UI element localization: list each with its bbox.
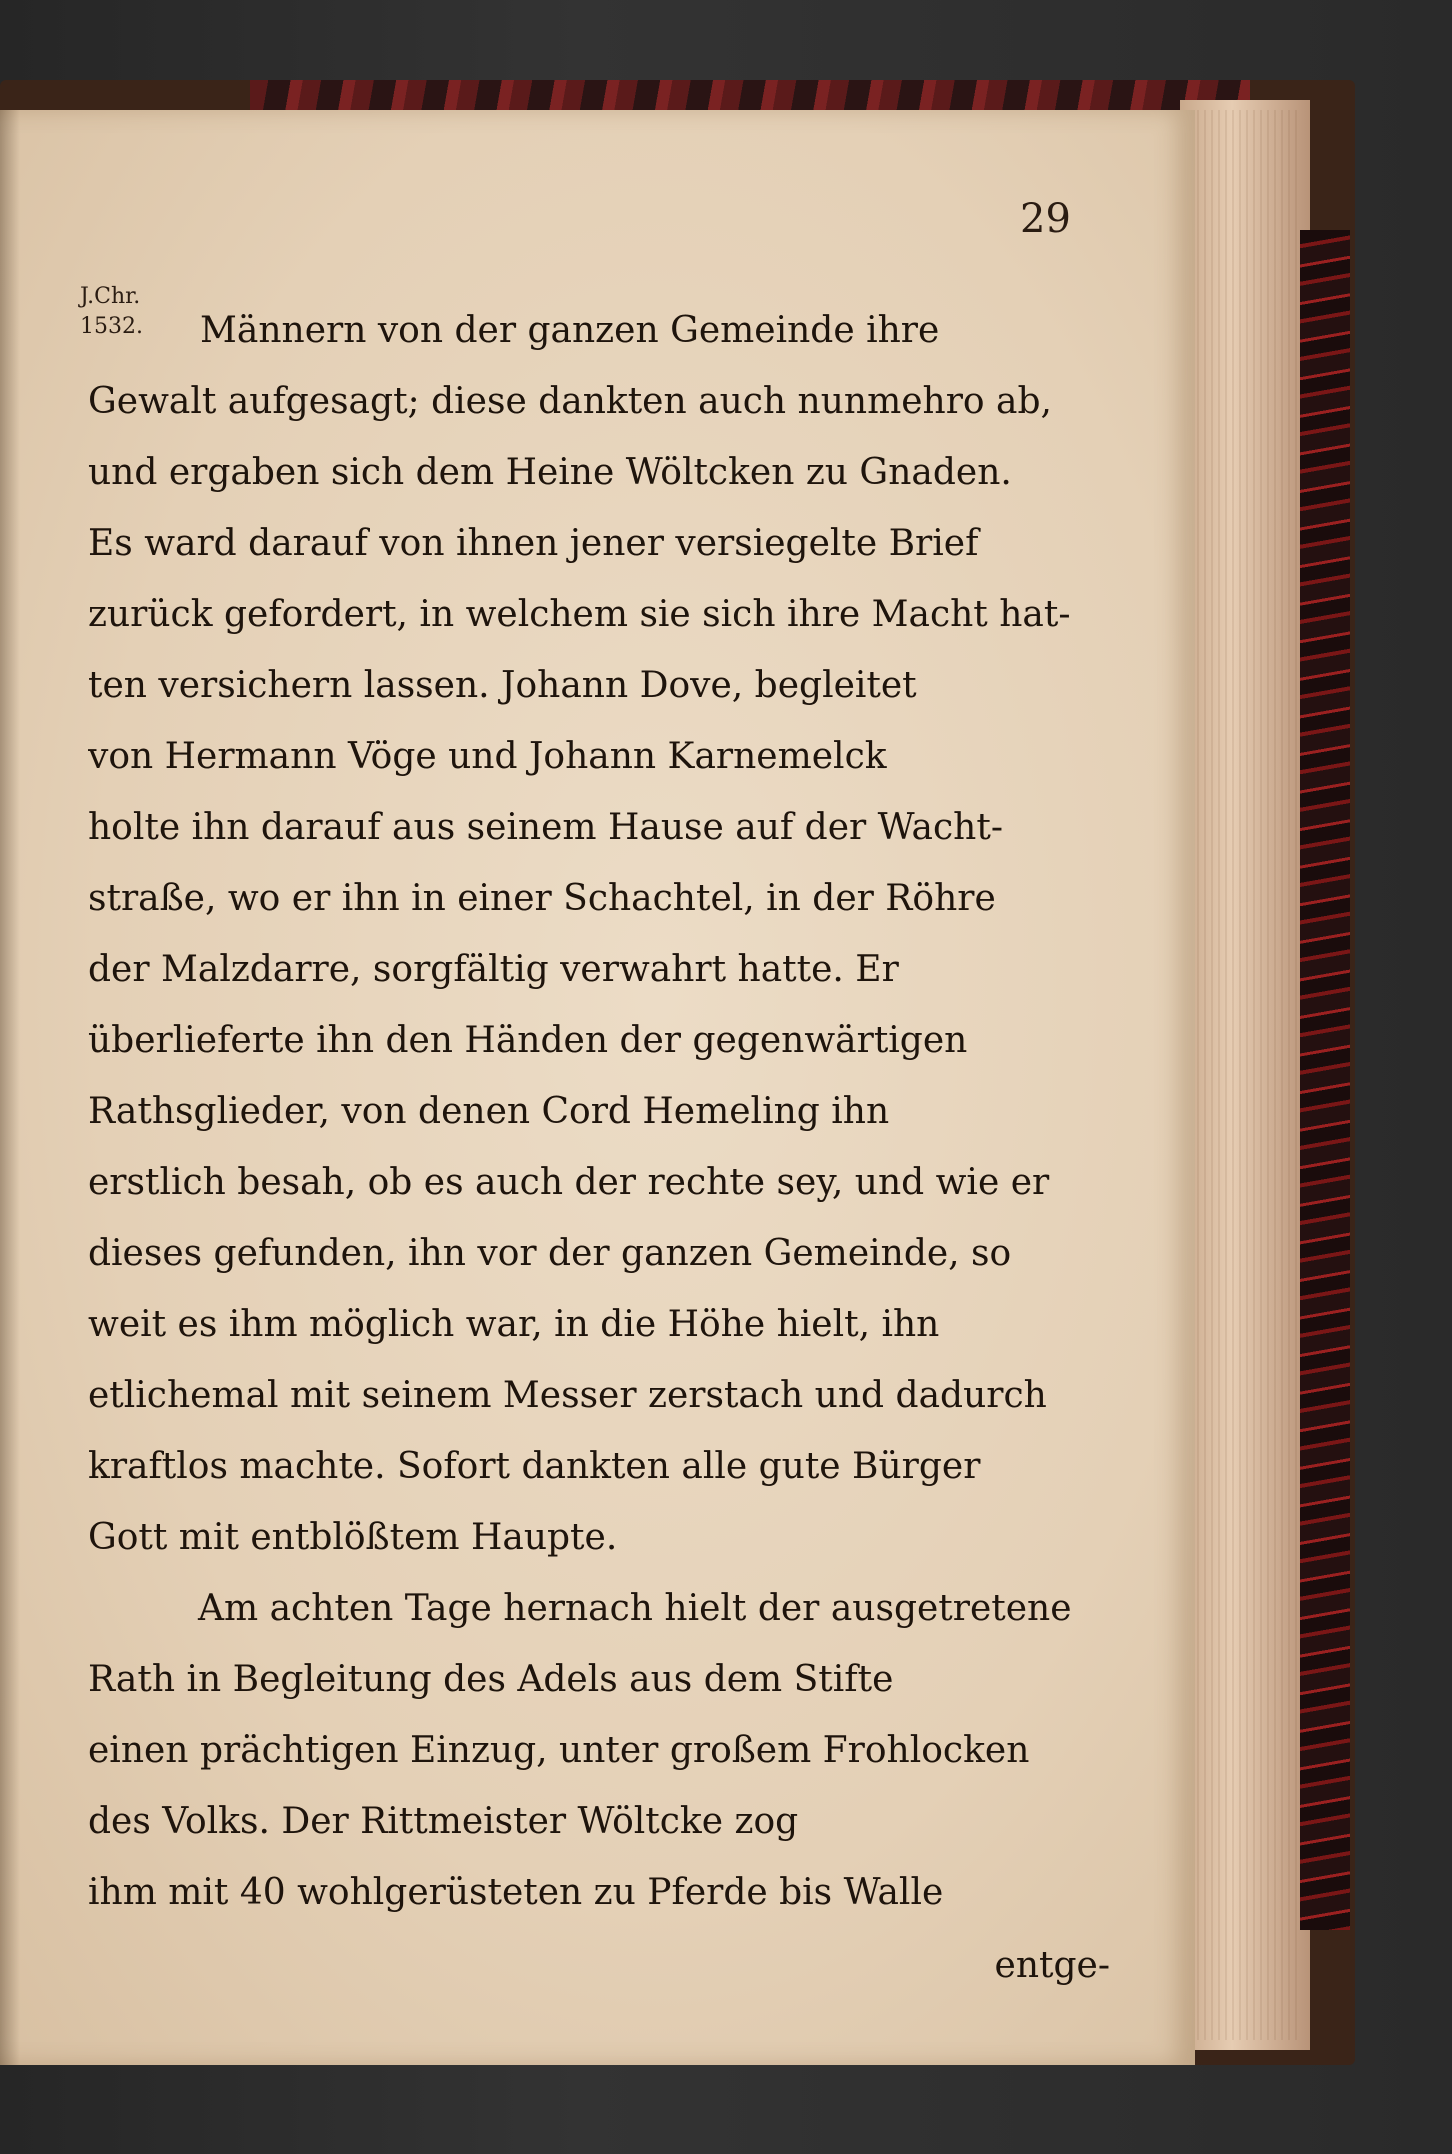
- body-text: [88, 295, 1118, 1928]
- text-line: von Hermann Vöge und Johann Karnemelck: [88, 736, 887, 777]
- text-line: etlichemal mit seinem Messer zerstach und dadurch: [88, 1375, 1047, 1416]
- text-line: des Volks. Der Rittmeister Wöltcke zog: [88, 1801, 799, 1842]
- text-line: zurück gefordert, in welchem sie sich ihre Macht hat-: [88, 594, 1071, 635]
- text-line: straße, wo er ihn in einer Schachtel, in der Röhre: [88, 878, 996, 919]
- text-line: weit es ihm möglich war, in die Höhe hielt, ihn: [88, 1304, 940, 1345]
- gutter-shadow: [0, 110, 20, 2065]
- text-line: dieses gefunden, ihn vor der ganzen Gemeinde, so: [88, 1233, 1012, 1274]
- text-line: kraftlos machte. Sofort dankten alle gute Bürger: [88, 1446, 981, 1487]
- text-line: einen prächtigen Einzug, unter großem Frohlocken: [88, 1730, 1030, 1771]
- text-line: erstlich besah, ob es auch der rechte sey, und wie er: [88, 1162, 1050, 1203]
- text-line: ten versichern lassen. Johann Dove, begleitet: [88, 665, 917, 706]
- page-number: 29: [1020, 196, 1071, 242]
- text-line: und ergaben sich dem Heine Wöltcken zu Gnaden.: [88, 452, 1012, 493]
- marbled-cover-edge: [250, 80, 1250, 110]
- text-line: Männern von der ganzen Gemeinde ihre: [200, 310, 940, 351]
- text-line: Am achten Tage hernach hielt der ausgetretene: [198, 1588, 1072, 1629]
- catchword: entge-: [994, 1945, 1110, 1986]
- text-line: überlieferte ihn den Händen der gegenwärtigen: [88, 1020, 968, 1061]
- text-line: Gewalt aufgesagt; diese dankten auch nunmehro ab,: [88, 381, 1053, 422]
- text-line: Gott mit entblößtem Haupte.: [88, 1517, 618, 1558]
- text-line: Rathsglieder, von denen Cord Hemeling ihn: [88, 1091, 890, 1132]
- text-line: ihm mit 40 wohlgerüsteten zu Pferde bis Walle: [88, 1872, 944, 1913]
- page-block-lines: [1190, 110, 1300, 2040]
- margin-note-era: J.Chr.: [80, 284, 141, 309]
- text-line: Rath in Begleitung des Adels aus dem Stifte: [88, 1659, 894, 1700]
- text-line: Es ward darauf von ihnen jener versiegelte Brief: [88, 523, 979, 564]
- text-line: holte ihn darauf aus seinem Hause auf der Wacht-: [88, 807, 1003, 848]
- marbled-board: [1300, 230, 1350, 1930]
- text-line: der Malzdarre, sorgfältig verwahrt hatte. Er: [88, 949, 899, 990]
- margin-note-year: 1532.: [80, 314, 143, 339]
